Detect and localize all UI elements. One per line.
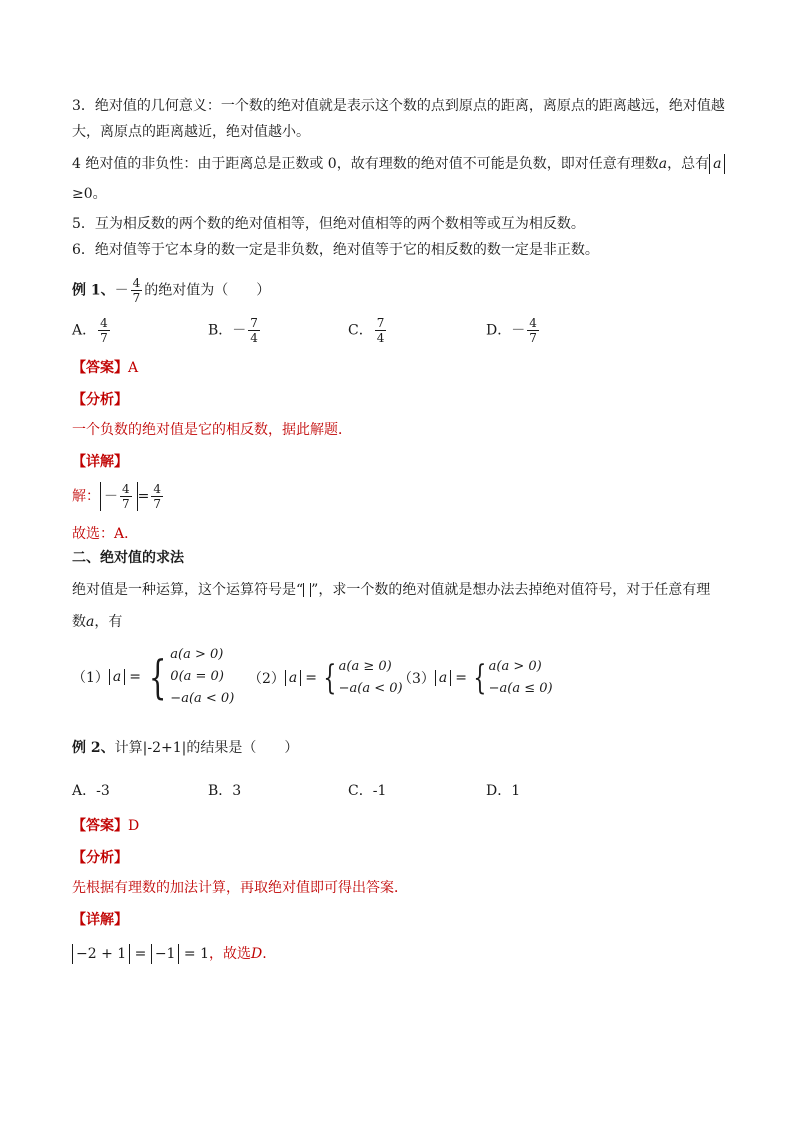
answer-value: A xyxy=(128,360,139,376)
example-1-question-tail: 的绝对值为（ ） xyxy=(144,282,271,299)
case-line: a(a > 0) xyxy=(488,659,542,674)
property-4-var: a xyxy=(658,156,668,172)
fraction-numerator: 7 xyxy=(250,316,258,330)
example-1-option-c xyxy=(348,316,388,345)
answer-tag: 【答案】 xyxy=(72,818,128,834)
example-2-answer xyxy=(72,816,139,836)
fraction-denominator: 7 xyxy=(529,331,537,345)
section-2-intro-line-2 xyxy=(72,612,122,632)
example-1-option-a xyxy=(72,316,112,345)
fraction-numerator: 7 xyxy=(376,316,385,330)
solution-result: = 1 xyxy=(183,946,210,962)
example-1-sign: － xyxy=(114,282,129,299)
solution-result-fraction xyxy=(151,482,163,511)
solution-inner-fraction xyxy=(120,482,132,511)
option-value: 3 xyxy=(232,783,242,799)
fraction-numerator: 4 xyxy=(529,316,537,330)
example-2-detail-tag: 【详解】 xyxy=(72,912,128,928)
case-1-cases xyxy=(170,644,234,710)
option-fraction xyxy=(375,316,387,345)
example-2-question xyxy=(72,738,298,758)
case-line: −a(a < 0) xyxy=(170,691,235,706)
solution-end: . xyxy=(262,946,267,962)
case-2-abs: a xyxy=(285,670,301,686)
fraction-denominator: 7 xyxy=(122,497,130,511)
property-4-text: 4 绝对值的非负性：由于距离总是正数或 0，故有理数的绝对值不可能是负数，即对任意有理数 xyxy=(72,156,659,172)
case-line: a(a > 0) xyxy=(170,647,224,662)
solution-abs-1: −2 + 1 xyxy=(72,944,130,964)
example-2-analysis: 先根据有理数的加法计算，再取绝对值即可得出答案． xyxy=(72,880,408,896)
fraction-denominator: 7 xyxy=(132,291,141,305)
example-1-fraction xyxy=(131,276,143,305)
example-2-solution xyxy=(72,944,267,964)
case-1-definition xyxy=(72,644,234,710)
case-line: −a(a < 0) xyxy=(338,681,403,696)
option-letter: D． xyxy=(486,783,512,799)
example-1-option-b xyxy=(208,316,262,345)
intro-text-b: ”，求一个数的绝对值就是想办法去掉绝对值符号，对于任意有理 xyxy=(311,582,711,598)
option-letter: C． xyxy=(348,322,373,339)
example-1-analysis-tag: 【分析】 xyxy=(72,392,128,408)
intro-text-d: ，有 xyxy=(94,614,123,630)
case-2-brace: { xyxy=(323,658,337,698)
example-2-option-a xyxy=(72,780,110,800)
example-2-option-d xyxy=(486,780,520,800)
option-fraction xyxy=(248,316,260,345)
example-1-answer xyxy=(72,358,138,378)
question-expression: |-2+1| xyxy=(142,740,187,756)
section-2-heading: 二、绝对值的求法 xyxy=(72,550,184,566)
case-3-abs: a xyxy=(435,670,451,686)
case-2-cases xyxy=(339,656,403,700)
question-text-a: 计算 xyxy=(114,740,143,756)
case-2-label: （2） xyxy=(248,671,285,687)
option-letter: A． xyxy=(72,783,97,799)
fraction-numerator: 4 xyxy=(122,482,130,496)
option-value: -3 xyxy=(96,783,110,799)
solution-prefix: 解： xyxy=(72,488,100,505)
solution-equals: = xyxy=(134,946,147,962)
property-3-line-2: 大，离原点的距离越近，绝对值越小。 xyxy=(72,124,310,140)
example-2-label: 例 2、 xyxy=(72,740,115,756)
case-2-equals: = xyxy=(305,670,318,686)
property-6: 6．绝对值等于它本身的数一定是非负数，绝对值等于它的相反数的数一定是非正数。 xyxy=(72,242,599,258)
example-1-question xyxy=(72,276,270,305)
solution-choice: D xyxy=(251,946,263,962)
option-letter: A． xyxy=(72,322,97,339)
example-1-detail-tag: 【详解】 xyxy=(72,454,128,470)
case-3-cases xyxy=(489,656,553,700)
option-value: -1 xyxy=(372,783,387,799)
property-3-line-1: 3．绝对值的几何意义：一个数的绝对值就是表示这个数的点到原点的距离，离原点的距离越远，绝对值越 xyxy=(72,98,725,114)
fraction-denominator: 7 xyxy=(100,331,108,345)
solution-inner-sign: － xyxy=(104,488,118,505)
option-sign: － xyxy=(511,322,526,339)
abs-symbol xyxy=(303,583,311,597)
case-1-abs: a xyxy=(109,669,125,685)
option-letter: B． xyxy=(208,322,233,339)
example-2-analysis-tag: 【分析】 xyxy=(72,850,128,866)
case-1-brace: { xyxy=(148,650,167,704)
case-3-definition xyxy=(398,656,553,700)
property-4-line-2: ≥0。 xyxy=(72,186,107,202)
intro-text-c: 数 xyxy=(72,614,86,630)
fraction-denominator: 4 xyxy=(376,331,385,345)
case-1-label: （1） xyxy=(72,670,109,686)
property-4-line-1 xyxy=(72,154,725,174)
option-sign: － xyxy=(232,322,247,339)
solution-abs-2: −1 xyxy=(151,944,180,964)
fraction-numerator: 4 xyxy=(100,316,108,330)
case-1-equals: = xyxy=(129,669,142,685)
section-2-intro-line-1 xyxy=(72,580,710,600)
fraction-numerator: 4 xyxy=(132,276,141,290)
fraction-denominator: 7 xyxy=(153,497,162,511)
option-letter: B． xyxy=(208,783,233,799)
example-1-label: 例 1、 xyxy=(72,282,115,299)
case-3-label: （3） xyxy=(398,671,435,687)
fraction-numerator: 4 xyxy=(153,482,162,496)
option-letter: C． xyxy=(348,783,373,799)
case-line: −a(a ≤ 0) xyxy=(488,681,553,696)
example-2-option-c xyxy=(348,780,386,800)
example-1-analysis: 一个负数的绝对值是它的相反数，据此解题． xyxy=(72,422,352,438)
example-1-solution xyxy=(72,482,165,511)
case-line: a(a ≥ 0) xyxy=(338,659,392,674)
case-2-definition xyxy=(248,656,403,700)
example-1-option-d xyxy=(486,316,541,345)
example-1-conclusion: 故选：A． xyxy=(72,526,139,542)
case-line: 0(a = 0) xyxy=(170,669,224,684)
solution-tail: ，故选 xyxy=(209,946,252,962)
option-letter: D． xyxy=(486,322,512,339)
case-3-equals: = xyxy=(455,670,468,686)
fraction-denominator: 4 xyxy=(250,331,258,345)
property-4-abs: a xyxy=(709,154,725,174)
answer-tag: 【答案】 xyxy=(72,360,128,376)
intro-text-a: 绝对值是一种运算，这个运算符号是“ xyxy=(72,582,304,598)
answer-value: D xyxy=(128,818,140,834)
intro-var: a xyxy=(86,614,95,630)
option-value: 1 xyxy=(511,783,521,799)
solution-equals: = xyxy=(137,488,150,505)
case-3-brace: { xyxy=(473,658,487,698)
option-fraction xyxy=(527,316,539,345)
question-text-b: 的结果是（ ） xyxy=(186,740,299,756)
property-5: 5．互为相反数的两个数的绝对值相等，但绝对值相等的两个数相等或互为相反数。 xyxy=(72,216,585,232)
option-fraction xyxy=(98,316,110,345)
property-4-mid: ，总有 xyxy=(667,156,710,172)
solution-abs xyxy=(100,482,138,511)
example-2-option-b xyxy=(208,780,241,800)
